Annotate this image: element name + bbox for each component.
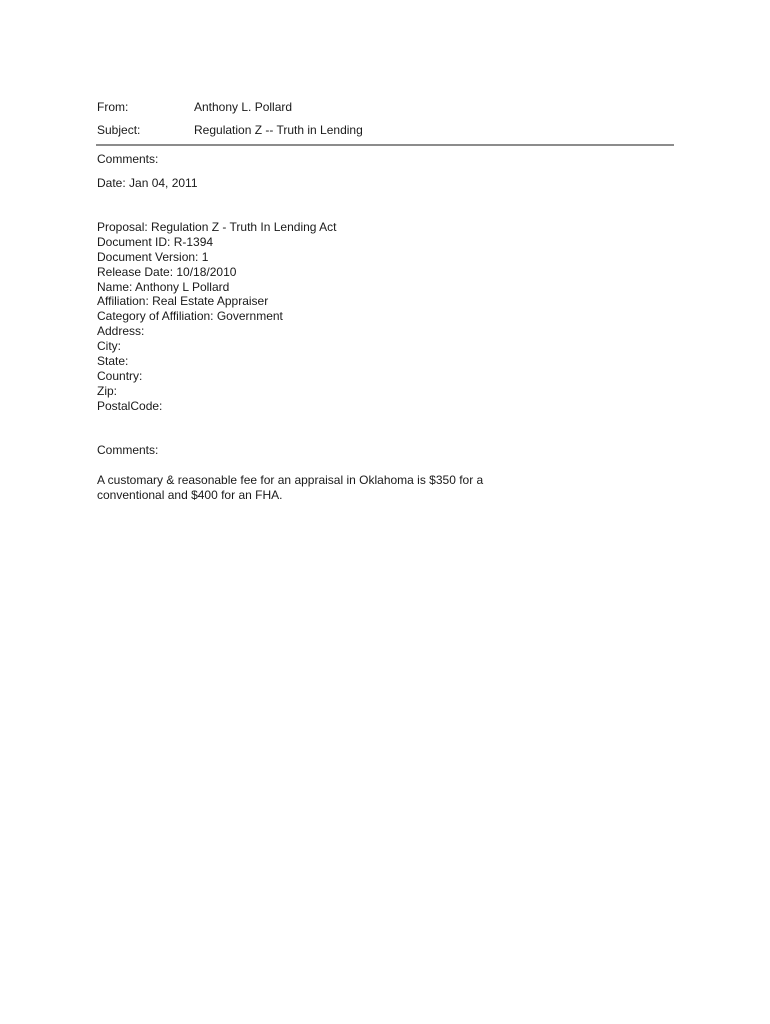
comments-label: Comments: [97, 152, 159, 166]
comments-heading: Comments: [97, 443, 159, 457]
subject-value: Regulation Z -- Truth in Lending [194, 123, 363, 137]
comment-body [97, 473, 527, 503]
field-document-version: Document Version: 1 [97, 249, 209, 264]
subject-label: Subject: [97, 123, 141, 137]
from-value: Anthony L. Pollard [194, 100, 293, 114]
header-divider [96, 144, 674, 146]
field-postal-code: PostalCode: [97, 398, 163, 413]
field-country: Country: [97, 368, 143, 383]
submission-fields [97, 220, 336, 414]
date-line: Date: Jan 04, 2011 [97, 176, 198, 190]
comment-line: conventional and $400 for an FHA. [97, 488, 283, 502]
comment-line: A customary & reasonable fee for an appraisal in Oklahoma is $350 for a [97, 473, 484, 487]
field-proposal: Proposal: Regulation Z - Truth In Lending Act [97, 220, 337, 234]
field-zip: Zip: [97, 383, 118, 398]
field-state: State: [97, 354, 129, 369]
field-release-date: Release Date: 10/18/2010 [97, 264, 237, 279]
field-address: Address: [97, 324, 145, 339]
from-label: From: [97, 100, 129, 114]
field-name: Name: Anthony L Pollard [97, 279, 230, 294]
field-category-of-affiliation: Category of Affiliation: Government [97, 309, 283, 324]
field-city: City: [97, 339, 121, 354]
field-affiliation: Affiliation: Real Estate Appraiser [97, 294, 269, 309]
field-document-id: Document ID: R-1394 [97, 234, 214, 249]
